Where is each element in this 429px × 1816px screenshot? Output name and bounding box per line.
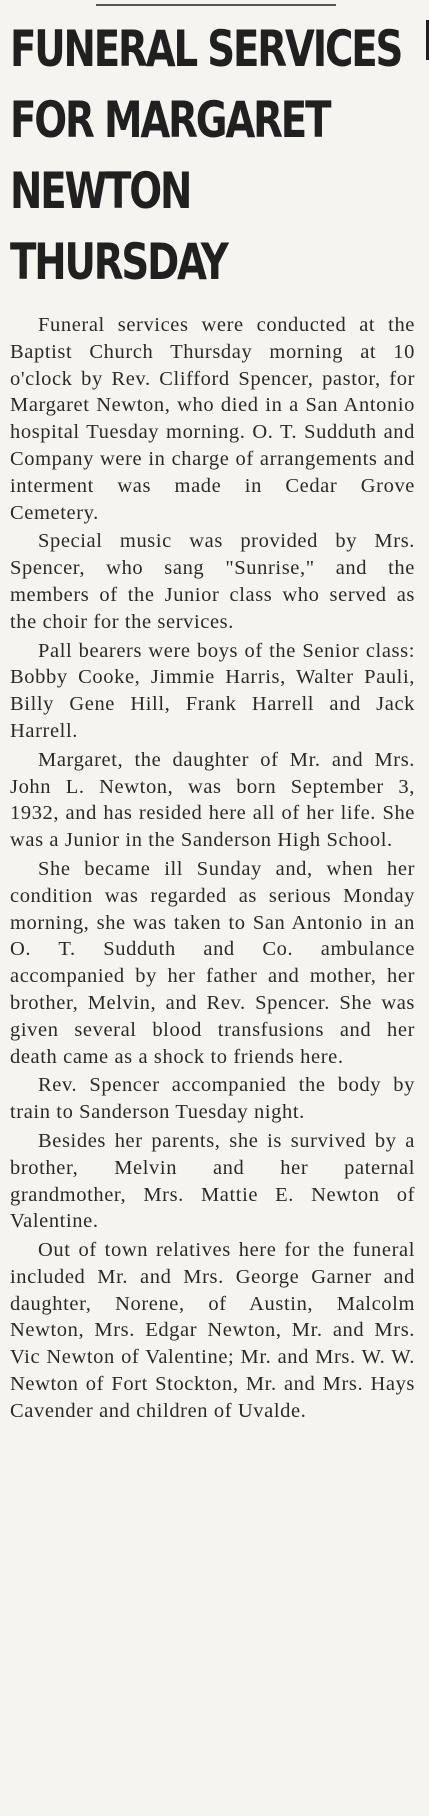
paragraph-body-transport: Rev. Spencer accompanied the body by train to Sanderson Tuesday night. (10, 1074, 415, 1124)
article-body (10, 312, 415, 1425)
top-rule (96, 4, 336, 6)
paragraph-pall-bearers: Pall bearers were boys of the Senior class: Bobby Cooke, Jimmie Harris, Walter Pauli, Billy Gene Hill, Frank Harrell and Jack Harrell. (10, 639, 415, 742)
paragraph-illness: She became ill Sunday and, when her condition was regarded as serious Monday morning, she was taken to San Antonio in an O. T. Sudduth and Co. ambulance accompanied by her father and mother, her brother, Melvin, and Rev. Spencer. She was given several blood transfusions and her death came as a shock to friends here. (10, 857, 415, 1068)
paragraph-survivors: Besides her parents, she is survived by a brother, Melvin and her paternal grandmother, Mrs. Mattie E. Newton of Valentine. (10, 1129, 415, 1233)
article (10, 14, 415, 1427)
paragraph-biography: Margaret, the daughter of Mr. and Mrs. John L. Newton, was born September 3, 1932, and has resided here all of her life. She was a Junior in the Sanderson High School. (10, 748, 415, 852)
paragraph-relatives: Out of town relatives here for the funeral included Mr. and Mrs. George Garner and daughter, Norene, of Austin, Malcolm Newton, Mrs. Edgar Newton, Mr. and Mrs. Vic Newton of Valentine; Mr. and Mrs. W. W. Newton of Fort Stockton, Mr. and Mrs. Hays Cavender and children of Uvalde. (10, 1239, 415, 1422)
paragraph-funeral-services: Funeral services were conducted at the Baptist Church Thursday morning at 10 o'clock by Rev. Clifford Spencer, pastor, for Margaret Newton, who died in a San Antonio hospital Tuesday morning. O. T. Sudduth and Company were in charge of arrangements and interment was made in Cedar Grove Cemetery. (10, 314, 415, 524)
headline: FUNERAL SERVICES FOR MARGARET NEWTON THURSDAY (10, 20, 402, 291)
paragraph-special-music: Special music was provided by Mrs. Spencer, who sang "Sunrise," and the members of the Junior class who served as the choir for the services. (10, 530, 415, 633)
